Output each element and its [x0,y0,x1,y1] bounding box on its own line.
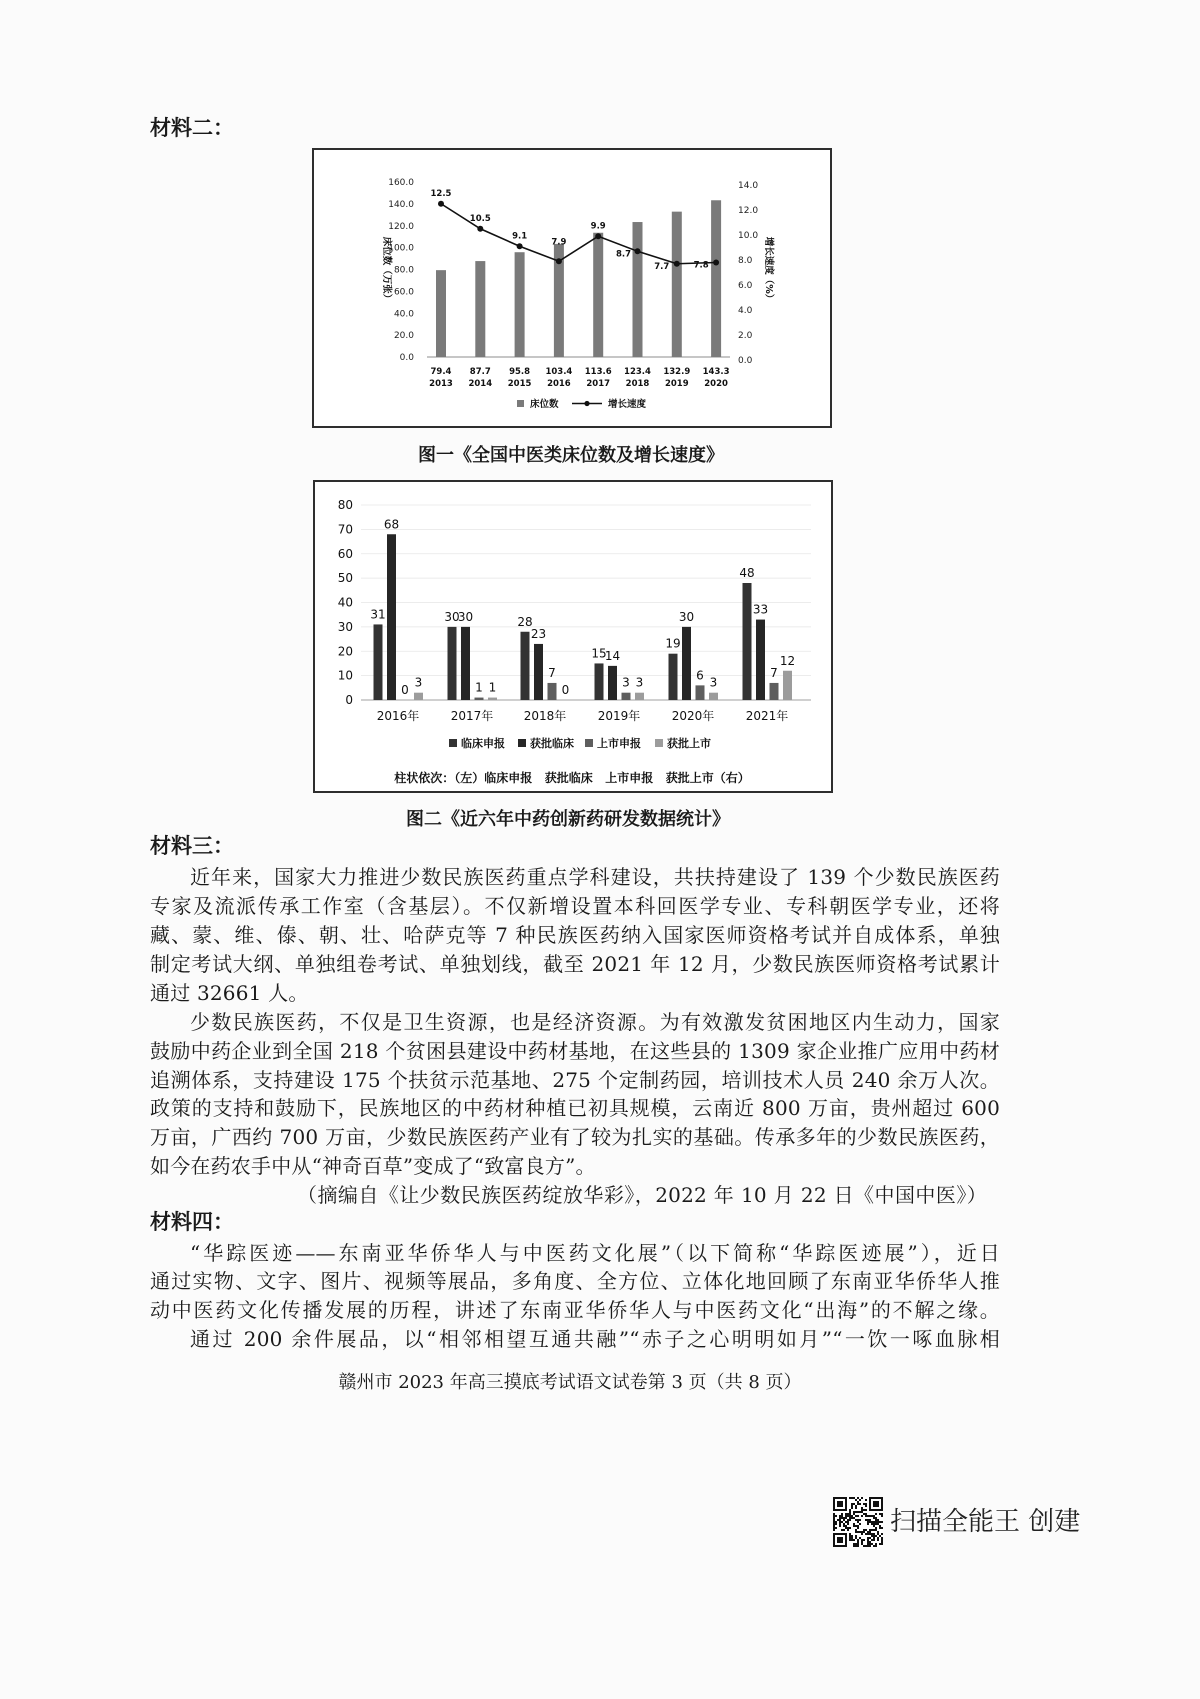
legend-label: 临床申报 [461,737,505,750]
bed-count-value-label: 79.4 [430,367,452,377]
bed-count-value-label: 95.8 [509,367,531,377]
growth-rate-point [595,233,601,239]
legend-label: 上市申报 [597,737,641,750]
paragraph-line: 少数民族医药，不仅是卫生资源，也是经济资源。为有效激发贫困地区内生动力，国家 [190,1010,1000,1034]
x-tick-label: 2019年 [597,709,641,723]
y-axis-tick-label: 60 [337,546,353,561]
left-axis-tick-label: 60.0 [393,287,414,298]
paragraph-line: 制定考试大纲、单独组卷考试、单独划线，截至 2021 年 12 月，少数民族医师资格考试累计 [150,952,1000,976]
bar-clinical-application [448,627,457,700]
growth-rate-label: 7.8 [693,260,709,271]
bar-market-application [622,693,631,700]
bar-value-label: 33 [752,602,769,617]
bed-count-bar [475,261,485,357]
paragraph-line: 藏、蒙、维、傣、朝、壮、哈萨克等 7 种民族医药纳入国家医师资格考试并自成体系，单独 [150,923,1000,947]
paragraph-line: 鼓励中药企业到全国 218 个贫困县建设中药材基地，在这些县的 1309 家企业推广应用中药材 [150,1039,1000,1063]
bed-count-value-label: 123.4 [624,367,651,377]
paragraph-line: 通过实物、文字、图片、视频等展品，多角度、全方位、立体化地回顾了东南亚华侨华人推 [150,1269,1000,1293]
legend-swatch [518,739,526,747]
y-axis-tick-label: 50 [337,571,353,586]
right-axis-tick-label: 4.0 [738,306,753,316]
paragraph-line: 政策的支持和鼓励下，民族地区的中药材种植已初具规模，云南近 800 万亩，贵州超过 600 [150,1096,1000,1120]
x-tick-label: 2016 [547,379,571,389]
right-axis-tick-label: 2.0 [738,331,753,341]
left-axis-tick-label: 0.0 [399,353,414,363]
paragraph-line: 通过 32661 人。 [150,981,309,1005]
qr-code-icon [833,1497,883,1547]
paragraph-line: 近年来，国家大力推进少数民族医药重点学科建设，共扶持建设了 139 个少数民族医药 [190,865,1000,889]
bar-market-application [475,698,484,700]
growth-rate-label: 10.5 [469,213,491,224]
legend-label: 增长速度 [608,399,647,410]
bar-clinical-application [374,624,383,700]
paragraph-line: 动中医药文化传播发展的历程，讲述了东南亚华侨华人与中医药文化“出海”的不解之缘。 [150,1298,1000,1322]
growth-rate-point [477,226,483,232]
left-axis-tick-label: 80.0 [393,265,414,276]
material-3-label: 材料三： [150,833,234,858]
bar-value-label: 23 [530,626,547,641]
left-axis-tick-label: 20.0 [393,331,414,342]
legend-label: 床位数 [530,399,559,410]
growth-rate-point [517,243,523,249]
y-axis-tick-label: 30 [337,619,353,634]
bar-value-label: 14 [604,648,621,663]
y-axis-tick-label: 10 [337,668,353,683]
right-axis-tick-label: 10.0 [738,231,759,241]
growth-rate-point [674,261,680,267]
left-axis-title: 床位数（万张） [381,236,392,304]
bar-value-label: 19 [665,636,681,651]
paragraph-line: 万亩，广西约 700 万亩，少数民族医药产业有了较为扎实的基础。传承多年的少数民族医药， [150,1125,1000,1149]
bar-market-approval [488,698,497,700]
bed-count-value-label: 143.3 [702,367,730,377]
bar-market-approval [783,671,792,700]
bar-market-application [696,685,705,700]
bar-value-label: 15 [591,646,607,661]
bed-count-bar [515,252,525,357]
figure-2-chart [313,480,833,793]
left-axis-tick-label: 100.0 [388,243,414,254]
growth-rate-label: 9.9 [590,221,606,232]
x-tick-label: 2016年 [376,709,420,723]
x-tick-label: 2014 [468,379,493,389]
bar-value-label: 30 [457,609,474,624]
bed-count-bar [711,200,721,357]
right-axis-tick-label: 6.0 [738,281,753,291]
bar-value-label: 1 [488,680,497,695]
bar-value-label: 6 [696,668,704,683]
left-axis-tick-label: 140.0 [388,199,414,210]
bar-value-label: 30 [678,609,695,624]
legend-label: 获批临床 [530,737,574,750]
bed-count-value-label: 87.7 [469,367,491,377]
y-axis-tick-label: 0 [345,693,353,707]
growth-rate-label: 12.5 [430,188,452,199]
bar-clinical-approval [682,627,691,700]
left-axis-tick-label: 40.0 [393,309,414,320]
bed-count-bar [672,212,682,357]
paragraph-line: 专家及流派传承工作室（含基层）。不仅新增设置本科回医学专业、专科朝医学专业，还将 [150,894,1000,918]
bar-clinical-application [521,632,530,700]
bar-value-label: 3 [622,675,630,690]
x-tick-label: 2017 [586,379,611,389]
y-axis-tick-label: 20 [337,644,353,659]
left-axis-tick-label: 120.0 [388,221,414,232]
bed-count-value-label: 132.9 [663,367,691,377]
paragraph-line: “华踪医迹——东南亚华侨华人与中医药文化展”（以下简称“华踪医迹展”），近日 [190,1241,1000,1265]
bar-value-label: 28 [517,614,533,629]
x-tick-label: 2018年 [523,709,567,723]
right-axis-tick-label: 12.0 [738,206,759,216]
left-axis-tick-label: 160.0 [388,178,414,188]
page-footer: 赣州市 2023 年高三摸底考试语文试卷第 3 页（共 8 页） [338,1372,802,1393]
bed-count-value-label: 113.6 [584,367,612,377]
bar-market-approval [635,693,644,700]
growth-rate-point [438,201,444,207]
bar-value-label: 12 [779,653,796,668]
bar-value-label: 7 [548,665,556,680]
bed-count-growth-chart [314,150,830,426]
figure-1-caption: 图一《全国中医类床位数及增长速度》 [418,445,724,466]
bar-value-label: 1 [475,680,483,695]
bar-clinical-approval [387,534,396,700]
x-tick-label: 2017年 [450,709,494,723]
bar-value-label: 0 [561,683,570,697]
x-tick-label: 2019 [664,379,689,389]
bar-value-label: 3 [709,675,718,690]
innovative-drug-rd-chart [315,482,831,791]
paragraph-line: 通过 200 余件展品，以“相邻相望互通共融”“赤子之心明明如月”“一饮一啄血脉相 [190,1327,1000,1351]
bar-value-label: 30 [444,609,460,624]
legend-swatch [449,739,457,747]
legend-swatch [585,739,593,747]
growth-rate-label: 7.7 [654,261,670,272]
y-axis-tick-label: 70 [337,522,353,537]
bar-value-label: 0 [401,683,409,697]
x-tick-label: 2018 [625,379,650,389]
bar-clinical-approval [756,620,765,700]
bar-clinical-approval [608,666,617,700]
bed-count-value-label: 103.4 [545,367,573,377]
bar-value-label: 31 [370,607,386,622]
bar-value-label: 48 [739,566,755,580]
bar-order-note: 柱状依次：（左）临床申报 获批临床 上市申报 获批上市（右） [394,771,750,785]
bed-count-bar [436,270,446,357]
x-tick-label: 2013 [429,379,453,389]
right-axis-tick-label: 14.0 [738,181,759,191]
legend-swatch-marker [584,401,589,406]
x-tick-label: 2021年 [745,709,789,723]
y-axis-tick-label: 40 [337,595,353,610]
x-tick-label: 2015 [507,379,532,389]
scanner-watermark: 扫描全能王 创建 [890,1507,1081,1537]
figure-2-caption: 图二《近六年中药创新药研发数据统计》 [406,809,730,830]
material-2-label: 材料二： [150,115,234,140]
bar-value-label: 7 [770,665,778,680]
x-tick-label: 2020 [704,379,728,389]
bar-value-label: 3 [635,675,644,690]
right-axis-tick-label: 0.0 [738,356,753,366]
bar-market-application [770,683,779,700]
bar-clinical-approval [534,644,543,700]
figure-1-chart [312,148,832,428]
bar-clinical-approval [461,627,470,700]
bar-market-application [548,683,557,700]
growth-rate-label: 9.1 [512,231,528,242]
growth-rate-point [713,260,719,266]
growth-rate-label: 7.9 [551,237,567,248]
bar-value-label: 3 [414,675,423,690]
bed-count-bar [593,233,603,357]
growth-rate-label: 8.7 [615,249,632,260]
right-axis-tick-label: 8.0 [738,256,753,266]
legend-label: 获批上市 [667,737,711,750]
material-4-label: 材料四： [150,1209,234,1234]
growth-rate-point [635,248,641,254]
bar-clinical-application [743,583,752,700]
bar-clinical-application [669,654,678,700]
bar-market-approval [709,693,718,700]
paragraph-line: 如今在药农手中从“神奇百草”变成了“致富良方”。 [150,1154,596,1178]
y-axis-tick-label: 80 [337,498,353,512]
right-axis-title: 增长速度（%） [763,236,774,304]
bar-value-label: 68 [383,517,400,532]
source-citation: （摘编自《让少数民族医药绽放华彩》，2022 年 10 月 22 日《中国中医》） [297,1183,987,1207]
paragraph-line: 追溯体系，支持建设 175 个扶贫示范基地、275 个定制药园，培训技术人员 240 余万人次。 [150,1068,1000,1092]
bar-market-approval [414,693,423,700]
growth-rate-point [556,258,562,264]
legend-swatch [655,739,663,747]
bar-clinical-application [595,663,604,700]
x-tick-label: 2020年 [671,709,715,723]
bed-count-bar [633,222,643,357]
legend-swatch-bar [517,400,524,407]
